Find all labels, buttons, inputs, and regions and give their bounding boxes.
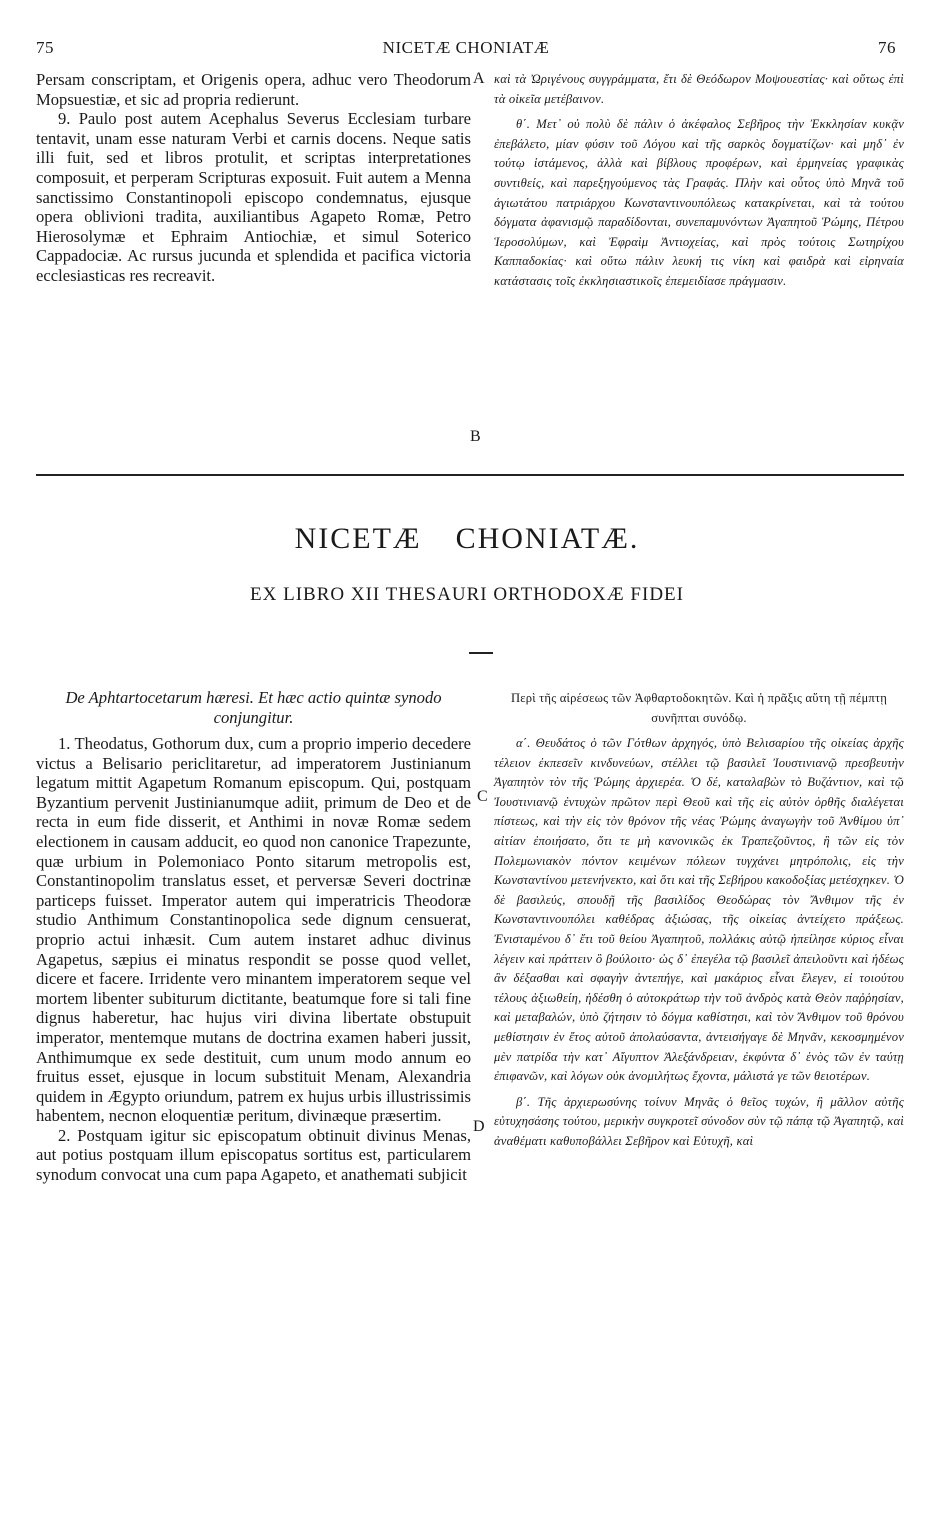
greek-chapter-heading: Περὶ τῆς αἱρέσεως τῶν Ἀφθαρτοδοκητῶν. Καὶ ἡ πρᾶξις αὕτη τῇ πέμπτῃ συνῆπται συνόδῳ. — [510, 691, 888, 725]
running-head-title: NICETÆ CHONIATÆ — [382, 38, 550, 57]
greek-paragraph: β΄. Τῆς ἀρχιερωσύνης τοίνυν Μηνᾶς ὁ θεῖος τυχών, ἢ μᾶλλον αὐτῆς εὐτυχησάσης τούτου, μερικὴν συγκροτεῖ σύνοδον σὺν τῷ πάπᾳ τῷ Ἀγαπητῷ, καὶ ἀναθέματι καθυποβάλλει Σεβῆρον καὶ Εὐτυχῆ, καὶ — [494, 1094, 904, 1148]
latin-paragraph: 2. Postquam igitur sic episcopatum obtinuit divinus Menas, aut potius postquam illum episcopatus sortitus est, particularem synodum convocat una cum papa Agapeto, et anathemati subjicit — [36, 1125, 471, 1185]
latin-paragraph: Persam conscriptam, et Origenis opera, adhuc vero Theodorum Mopsuestiæ, et sic ad propria redierunt. — [36, 70, 471, 109]
latin-paragraph: 1. Theodatus, Gothorum dux, cum a proprio imperio decedere victus a Belisario periclitaretur, ad imperatorem Justinianum legatum mittit Agapetum Romanum episcopum. Qui, postquam Byzantium pervenit Justinianumque adiit, primum de Deo et de recta in eum fide disserit, et Anthimi in novæ Romæ sedem electionem in causam adducit, eo quod non canonice Trapezunte, quæ urbium in Polemoniaco Ponto sitarum metropolis est, Constantinopolim translatus esset, et perversæ Severi doctrinæ particeps fuisset. Imperator autem qui imperatricis Theodoræ studio Anthimum Constantinopolica sede dignum censuerat, proprio actui inhæsit. Cum autem instaret adhuc divinus Agapetus, sæpius ei minatus respondit se posse quod vellet, dicere et facere. Irridente vero minantem imperatorem seque vel mortem libenter subiturum dictitante, beatumque fore si tali fine dignus haberetur, hac hujus viri divina libertate obstupuit imperator, mentemque mutans de doctrina examen haberi jussit, Anthimumque ex sede destituit, cum unum modo annum eo fruitus esset, ejusque in locum substituit Menam, Alexandria quidem in Ægypto oriundum, patrem ex hujus urbis illustrissimis habentem, necnon eloquentiæ peritum, divinæque præsertim. — [36, 734, 471, 1126]
greek-paragraph: α΄. Θευδάτος ὁ τῶν Γότθων ἀρχηγός, ὑπὸ Βελισαρίου τῆς οἰκείας ἀρχῆς τέλειον ἐκπεσεῖν κινδυνεύων, στέλλει τῷ βασιλεῖ Ἰουστινιανῷ πρεσβευτὴν Ἀγαπητὸν τὸν τῆς Ῥώμης ἀρχιερέα. Ὁ δέ, καταλαβὼν τὸ Βυζάντιον, καὶ τῷ Ἰουστινιανῷ ἐντυχὼν πρῶτον περὶ Θεοῦ καὶ τῆς εἰς αὐτὸν ὀρθῆς διαλέγεται πίστεως, καὶ τὴν εἰς τὸν θρόνον τῆς νέας Ῥώμης ἀναγωγὴν τοῦ Ἀνθίμου ὑπ᾽ αἰτίαν ἐποιήσατο, ὅτι τε μὴ κανονικῶς ἐκ Τραπεζοῦντος, ἣ τῶν εἰς τὸν Πολεμωνιακὸν πόντον κειμένων πόλεων τυγχάνει μητρόπολις, εἰς τὴν Κωνσταντίνου μετενήνεκτο, καὶ ὅτι καὶ τῆς Σεβήρου κακοδοξίας μετέσχηκεν. Ὁ δὲ βασιλεύς, σπουδῇ τῆς βασιλίδος Θεοδώρας τὸν Ἄνθιμον τῆς ἐν Κωνσταντινουπόλει καθέδρας ἀξιώσας, τῆς οἰκείας ἀντείχετο πράξεως. Ἐνισταμένου δ᾽ ἔτι τοῦ θείου Ἀγαπητοῦ, πολλάκις αὐτῷ ἠπείλησε κύριος εἶναι λέγειν καὶ πράττειν ὃ βούλοιτο· ὡς δ᾽ ἐπεγέλα τῷ βασιλεῖ ἀπειλοῦντι καὶ ἡδέως ἂν δέξασθαι καὶ σφαγὴν ἀντεπήγε, καὶ μακάριος εἶναι ἔλεγεν, εἰ τοιούτου τέλους ἀξιωθείη, ἠδέσθη ὁ αὐτοκράτωρ τὴν τοῦ ἀνδρὸς κατὰ Θεὸν παῤῥησίαν, καὶ μεταβαλών, ὑπὸ ζήτησιν τὸ δόγμα καθίστησι, καὶ τὸν Ἄνθιμον τοῦ θρόνου μεθίστησιν ἐν ἔτος αὐτοῦ ἀπολαύσαντα, ἀντεισήγαγε δὲ Μηνᾶν, κεκοσμημένον μὲν πατρίδα τὴν κατ᾽ Αἴγυπτον Ἀλεξάνδρειαν, ἐκφύντα δ᾽ ἑνὸς τῶν ἐν ταύτῃ ἐπιφανῶν, καὶ λόγων οὐκ ἀνομιλήτως ἔχοντα, μάλιστά γε τῶν θειοτέρων. — [494, 736, 904, 1084]
latin-paragraph: 9. Paulo post autem Acephalus Severus Ecclesiam turbare tentavit, unam esse naturam Verbi et carnis docens. Neque satis illi fuit, sed et libros protulit, et scriptas interpretationes composuit, et perperam Scripturas exposuit. Fuit autem a Menna sanctissimo Constantinopoli episcopo condemnatus, ejusque opera oblivioni tradita, auxiliantibus Agapeto Romæ, Petro Hierosolymæ et Ephraim Antiochiæ, et simul Soterico Cappadociæ. Ac rursus jucunda et splendida et pacifica victoria ecclesiasticas res recreavit. — [36, 109, 471, 285]
margin-letter-b: B — [470, 428, 481, 445]
running-head — [36, 38, 896, 62]
section-title — [0, 522, 934, 556]
margin-letter-c: C — [477, 788, 488, 805]
page-number-left: 75 — [36, 38, 54, 57]
latin-column-bottom — [36, 688, 471, 1185]
short-divider — [469, 652, 493, 654]
section-divider — [36, 474, 904, 476]
section-subtitle: EX LIBRO XII THESAURI ORTHODOXÆ FIDEI — [250, 584, 684, 605]
greek-column-top — [494, 70, 904, 292]
greek-paragraph: θ΄. Μετ᾽ οὐ πολὺ δὲ πάλιν ὁ ἀκέφαλος Σεβῆρος τὴν Ἐκκλησίαν κυκᾷν ἐπεβάλετο, μίαν φύσιν τοῦ Λόγου καὶ τῆς σαρκὸς δογματίζων· καὶ μηδ᾽ ἐν τούτῳ ἱστάμενος, ἀλλὰ καὶ βίβλους προφέρων, καὶ ἑρμηνείας γραφικὰς συντιθείς, καὶ παρεξηγούμενος τὰς Γραφάς. Πλὴν καὶ οὗτος ὑπὸ Μηνᾶ τοῦ ἁγιωτάτου πατριάρχου Κωνσταντινουπόλεως κατακρίνεται, καὶ τὰ τούτου δόγματα ἀφανισμῷ παραδίδονται, συνεπαμυνόντων Ἀγαπητοῦ Ῥώμης, Πέτρου Ἱεροσολύμων, καὶ Ἐφραὶμ Ἀντιοχείας, καὶ πρὸς τούτοις Σωτηρίχου Καππαδοκίας· καὶ οὕτω πάλιν λευκή τις νίκη καὶ φαιδρὰ καὶ εἰρηναία κατάστασις τοῖς ἐκκλησιαστικοῖς ἐπεμειδίασε πράγμασιν. — [494, 117, 904, 288]
margin-letter-a: A — [473, 70, 485, 87]
section-title-right: CHONIATÆ. — [455, 522, 640, 555]
latin-column-top — [36, 70, 471, 286]
greek-column-bottom — [494, 688, 904, 1151]
latin-chapter-heading: De Aphtartocetarum hæresi. Et hæc actio quintæ synodo conjungitur. — [65, 688, 442, 727]
margin-letter-d: D — [473, 1118, 485, 1135]
section-title-left: NICETÆ — [294, 522, 422, 555]
greek-paragraph: καὶ τὰ Ὠριγένους συγγράμματα, ἔτι δὲ Θεόδωρον Μοψουεστίας· καὶ οὕτως ἐπὶ τὰ οἰκεῖα μετέβαινον. — [494, 72, 904, 106]
page-number-right: 76 — [878, 38, 896, 57]
